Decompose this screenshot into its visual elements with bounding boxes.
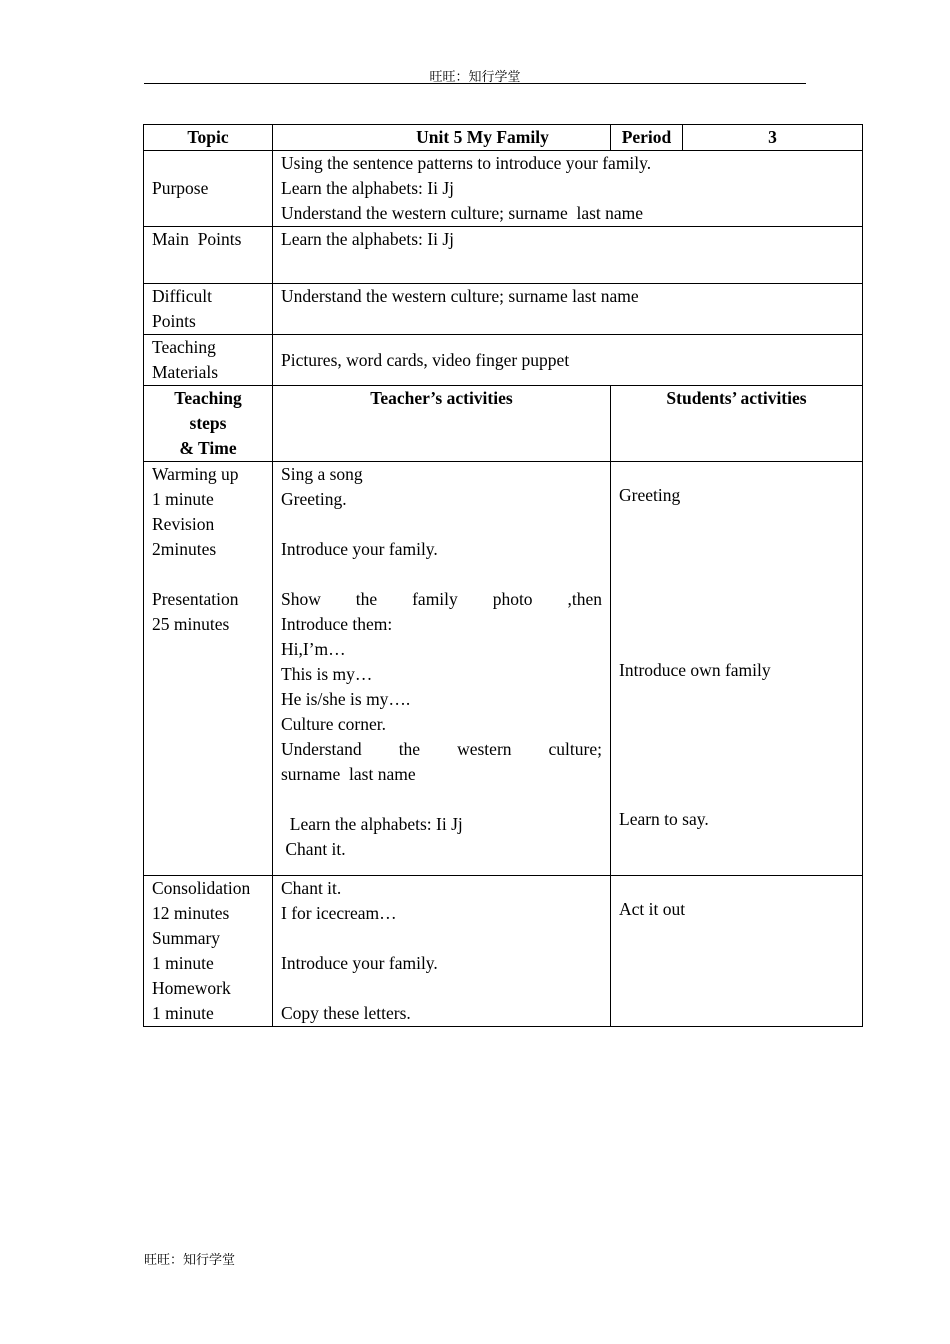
step-line: 2minutes xyxy=(152,539,217,559)
main-points-row xyxy=(144,227,863,284)
teacher-line: I for icecream… xyxy=(281,903,397,923)
teacher-line xyxy=(281,976,602,1001)
materials-value: Pictures, word cards, video finger puppet xyxy=(273,335,863,386)
main-points-label: Main Points xyxy=(144,227,273,284)
teacher-line: Greeting. xyxy=(281,489,347,509)
step-line: 1 minute xyxy=(152,953,214,973)
materials-row xyxy=(144,335,863,386)
teacher-line: surname last name xyxy=(281,764,416,784)
teacher-line xyxy=(281,562,602,587)
steps-cell xyxy=(144,876,273,1027)
materials-label-line: Materials xyxy=(152,362,219,382)
topic-label: Topic xyxy=(144,125,273,151)
teacher-line: Introduce your family. xyxy=(281,539,438,559)
students-activities-cell xyxy=(611,462,863,876)
teacher-line: Chant it. xyxy=(281,839,346,859)
page-footer: 旺旺：知行学堂 xyxy=(144,1253,236,1268)
teacher-line: Learn the alphabets: Ii Jj xyxy=(281,814,463,834)
student-line: Introduce own family xyxy=(619,660,771,680)
purpose-row xyxy=(144,151,863,227)
difficult-label-line: Difficult xyxy=(152,286,212,306)
teacher-line: Introduce them: xyxy=(281,614,393,634)
purpose-value xyxy=(273,151,863,227)
period-value: 3 xyxy=(683,125,863,151)
teacher-line: Show the family photo ,then xyxy=(281,589,602,609)
step-line: 12 minutes xyxy=(152,903,230,923)
steps-header-line: Teaching xyxy=(174,388,242,408)
student-line: Learn to say. xyxy=(619,809,709,829)
purpose-label: Purpose xyxy=(144,151,273,227)
steps-cell xyxy=(144,462,273,876)
step-line: Revision xyxy=(152,514,215,534)
step-line: 1 minute xyxy=(152,1003,214,1023)
steps-header-line: steps xyxy=(189,413,227,433)
activities-row-presentation xyxy=(144,462,863,876)
step-line: Presentation xyxy=(152,589,239,609)
difficult-points-row xyxy=(144,284,863,335)
step-line: Consolidation xyxy=(152,878,251,898)
activities-row-consolidation xyxy=(144,876,863,1027)
teacher-line: Culture corner. xyxy=(281,714,386,734)
step-line xyxy=(152,562,264,587)
teacher-activities-header: Teacher’s activities xyxy=(273,386,611,462)
teacher-line: This is my… xyxy=(281,664,373,684)
teacher-line: Copy these letters. xyxy=(281,1003,411,1023)
lesson-plan-table xyxy=(143,124,863,1027)
topic-value: Unit 5 My Family xyxy=(273,125,611,151)
period-label: Period xyxy=(611,125,683,151)
step-line: Warming up xyxy=(152,464,239,484)
students-activities-cell: Act it out xyxy=(611,876,863,1027)
materials-label-line: Teaching xyxy=(152,337,216,357)
teacher-line xyxy=(281,926,602,951)
header-rule xyxy=(144,83,806,84)
page-header: 旺旺：知行学堂 xyxy=(429,70,521,85)
teacher-line xyxy=(281,512,602,537)
step-line: 25 minutes xyxy=(152,614,230,634)
teacher-line xyxy=(281,787,602,812)
steps-header xyxy=(144,386,273,462)
teacher-activities-cell xyxy=(273,876,611,1027)
teacher-line: Introduce your family. xyxy=(281,953,438,973)
teacher-activities-cell xyxy=(273,462,611,876)
teacher-line: Sing a song xyxy=(281,464,363,484)
students-activities-header: Students’ activities xyxy=(611,386,863,462)
step-line: Summary xyxy=(152,928,221,948)
steps-header-line: & Time xyxy=(179,438,237,458)
difficult-points-label xyxy=(144,284,273,335)
purpose-line: Understand the western culture; surname last name xyxy=(281,203,644,223)
teacher-line: Understand the western culture; xyxy=(281,739,602,759)
materials-label xyxy=(144,335,273,386)
step-line: 1 minute xyxy=(152,489,214,509)
purpose-line: Using the sentence patterns to introduce your family. xyxy=(281,153,652,173)
topic-row xyxy=(144,125,863,151)
teacher-line: Chant it. xyxy=(281,878,342,898)
teacher-line: He is/she is my…. xyxy=(281,689,411,709)
student-line: Greeting xyxy=(619,485,681,505)
difficult-label-line: Points xyxy=(152,311,196,331)
step-line: Homework xyxy=(152,978,231,998)
teacher-line: Hi,I’m… xyxy=(281,639,346,659)
main-points-value: Learn the alphabets: Ii Jj xyxy=(273,227,863,284)
purpose-line: Learn the alphabets: Ii Jj xyxy=(281,178,454,198)
activities-header-row xyxy=(144,386,863,462)
difficult-points-value: Understand the western culture; surname last name xyxy=(273,284,863,335)
